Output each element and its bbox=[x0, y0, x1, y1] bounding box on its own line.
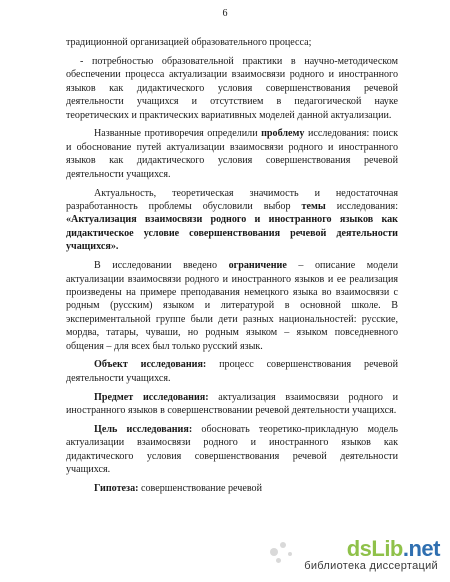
p3-bold-problem: проблему bbox=[261, 128, 305, 140]
paragraph-subject bbox=[66, 391, 398, 418]
watermark-logo bbox=[347, 536, 440, 562]
paragraph-goal bbox=[66, 423, 398, 477]
page-number: 6 bbox=[222, 8, 228, 19]
body-text bbox=[66, 36, 398, 501]
p5-text-c: – описание модели актуализации взаимосвязи родного и иностранного языков и ее реализация произведены на примере преподавания немецкого языка во взаимосвязи с родным (русским) языком и литературой в основной школе. В экспериментальной группе были дети разных национальностей: русские, мордва, татары, чуваши, но родным языком – языком повседневного общения – для всех был только русский язык. bbox=[66, 260, 398, 352]
p4-text-c: исследования: bbox=[325, 200, 398, 212]
logo-part-b: .net bbox=[402, 536, 440, 561]
p6-text-b: процесс совершенствования речевой деятельности учащихся. bbox=[66, 359, 398, 384]
watermark-subtitle: библиотека диссертаций bbox=[304, 560, 438, 572]
dslib-watermark[interactable] bbox=[240, 536, 440, 576]
p4-bold-topic: темы bbox=[301, 200, 326, 212]
paragraph-limitation bbox=[66, 259, 398, 353]
p1-text: традиционной организацией образовательного процесса; bbox=[66, 37, 312, 48]
paragraph-2 bbox=[66, 55, 398, 122]
paragraph-hypothesis bbox=[66, 482, 398, 495]
p5-bold-limitation: ограничение bbox=[228, 260, 287, 272]
p2-text: - потребностью образовательной практики в научно-методическом обеспечении процесса актуализации взаимосвязи родного и иностранного языков как дидактического условия совершенствования речевой деятельности учащихся и отсутствием в педагогической науке теоретических и практических вариативных моделей данной актуализации. bbox=[66, 55, 398, 121]
p4-bold-title: «Актуализация взаимосвязи родного и иностранного языков как дидактическое условие совершенствования речевой деятельности учащихся». bbox=[66, 214, 398, 253]
paragraph-1 bbox=[66, 36, 398, 49]
paragraph-topic bbox=[66, 187, 398, 254]
p4-text-a: Актуальность, теоретическая значимость и недостаточная разработанность проблемы обусловили выбор bbox=[66, 187, 398, 212]
p9-bold-hypothesis: Гипотеза: bbox=[94, 483, 139, 495]
p6-bold-object: Объект исследования: bbox=[94, 359, 207, 371]
p5-text-a: В исследовании введено bbox=[94, 260, 229, 272]
p7-text-b: актуализация взаимосвязи родного и иностранного языков в совершенствовании речевой деятельности учащихся. bbox=[66, 391, 398, 417]
paragraph-object bbox=[66, 358, 398, 385]
p3-text-c: исследования: поиск и обоснование путей актуализации взаимосвязи родного и иностранного языков как дидактического условия совершенствования речевой деятельности учащихся. bbox=[66, 128, 398, 180]
paragraph-problem bbox=[66, 127, 398, 181]
logo-part-a: dsLib bbox=[346, 536, 403, 561]
p9-text-b: совершенствование речевой bbox=[138, 483, 262, 495]
p8-bold-goal: Цель исследования: bbox=[94, 424, 193, 436]
p3-text-a: Названные противоречия определили bbox=[94, 128, 262, 140]
p7-bold-subject: Предмет исследования: bbox=[94, 391, 209, 403]
p8-text-b: обосновать теоретико-прикладную модель актуализации взаимосвязи родного и иностранного языков как дидактического условия совершенствования речевой деятельности учащихся. bbox=[66, 424, 399, 476]
